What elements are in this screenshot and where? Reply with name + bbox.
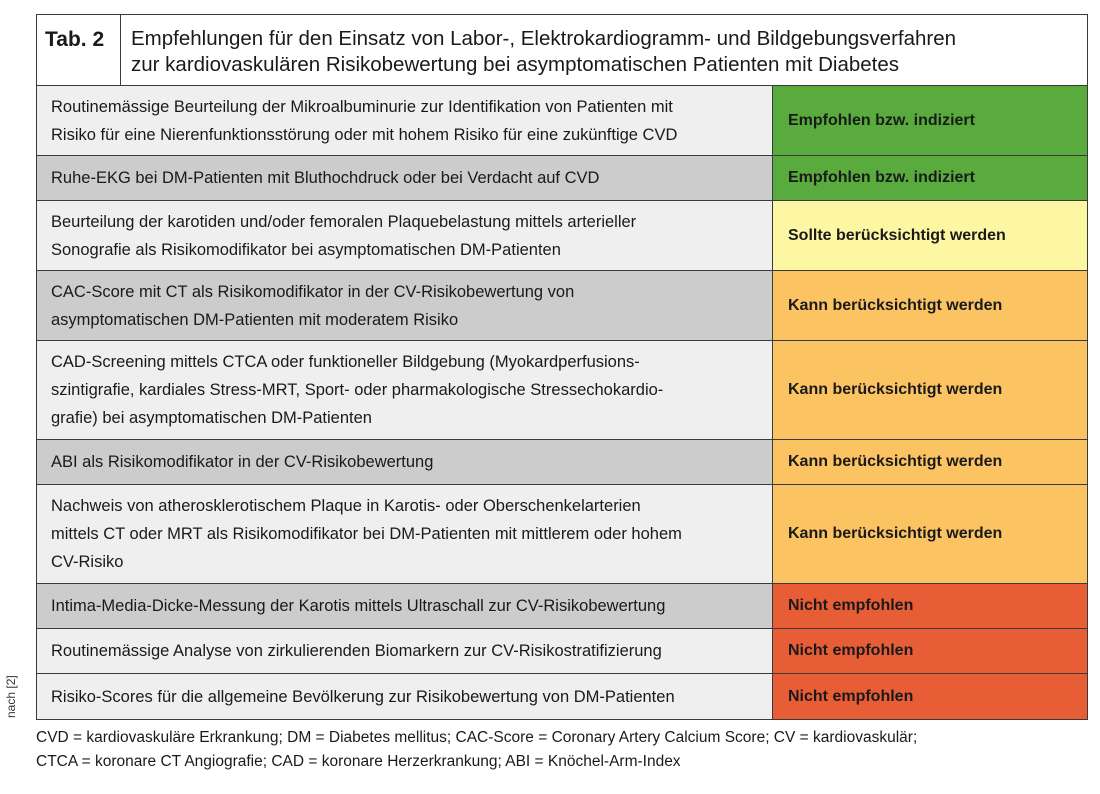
- recommendation-badge: Nicht empfohlen: [773, 674, 1087, 719]
- table-row: [37, 485, 1087, 584]
- table-row: [37, 584, 1087, 629]
- row-description: [37, 440, 773, 484]
- row-text-line: Sonografie als Risikomodifikator bei asymptomatischen DM-Patienten: [51, 240, 561, 259]
- row-text-line: Risiko-Scores für die allgemeine Bevölkerung zur Risikobewertung von DM-Patienten: [51, 687, 675, 706]
- table-row: [37, 201, 1087, 271]
- row-text-line: grafie) bei asymptomatischen DM-Patienten: [51, 409, 372, 427]
- recommendation-badge: Empfohlen bzw. indiziert: [773, 86, 1087, 155]
- row-text-line: ABI als Risikomodifikator in der CV-Risikobewertung: [51, 453, 434, 471]
- row-text-line: CAC-Score mit CT als Risikomodifikator in der CV-Risikobewertung von: [51, 282, 575, 301]
- row-text-line: CAD-Screening mittels CTCA oder funktioneller Bildgebung (Myokardperfusions-: [51, 353, 640, 371]
- row-description: [37, 201, 773, 270]
- row-description: [37, 485, 773, 583]
- recommendation-badge: Nicht empfohlen: [773, 629, 1087, 673]
- footnote-line: CVD = kardiovaskuläre Erkrankung; DM = Diabetes mellitus; CAC-Score = Coronary Artery Calcium Score; CV = kardiovaskulär;: [36, 729, 918, 746]
- table-row: [37, 629, 1087, 674]
- recommendation-badge: Kann berücksichtigt werden: [773, 341, 1087, 439]
- recommendation-badge: Kann berücksichtigt werden: [773, 271, 1087, 340]
- row-description: [37, 629, 773, 673]
- recommendation-badge: Nicht empfohlen: [773, 584, 1087, 628]
- row-description: [37, 674, 773, 719]
- table-row: [37, 271, 1087, 341]
- table-title-line-2: zur kardiovaskulären Risikobewertung bei asymptomatischen Patienten mit Diabetes: [131, 53, 899, 76]
- row-description: [37, 341, 773, 439]
- row-text-line: CV-Risiko: [51, 553, 124, 571]
- row-description: [37, 584, 773, 628]
- table-label: Tab. 2: [37, 15, 121, 85]
- recommendation-badge: Empfohlen bzw. indiziert: [773, 156, 1087, 200]
- row-text-line: asymptomatischen DM-Patienten mit moderatem Risiko: [51, 310, 459, 329]
- row-text-line: Routinemässige Analyse von zirkulierenden Biomarkern zur CV-Risikostratifizierung: [51, 642, 662, 660]
- footnote-line: CTCA = koronare CT Angiografie; CAD = koronare Herzerkrankung; ABI = Knöchel-Arm-Index: [36, 753, 681, 770]
- table-row: [37, 674, 1087, 719]
- row-text-line: Routinemässige Beurteilung der Mikroalbuminurie zur Identifikation von Patienten mit: [51, 97, 673, 116]
- recommendation-table: [36, 14, 1088, 720]
- table-row: [37, 440, 1087, 485]
- table-row: [37, 341, 1087, 440]
- row-description: [37, 86, 773, 155]
- row-description: [37, 156, 773, 200]
- row-text-line: Ruhe-EKG bei DM-Patienten mit Bluthochdruck oder bei Verdacht auf CVD: [51, 169, 600, 187]
- recommendation-badge: Sollte berücksichtigt werden: [773, 201, 1087, 270]
- table-footnote: [36, 726, 1076, 774]
- table-header: [37, 15, 1087, 86]
- row-text-line: mittels CT oder MRT als Risikomodifikator bei DM-Patienten mit mittlerem oder hohem: [51, 525, 682, 543]
- row-text-line: Beurteilung der karotiden und/oder femoralen Plaquebelastung mittels arterieller: [51, 212, 637, 231]
- row-text-line: szintigrafie, kardiales Stress-MRT, Sport- oder pharmakologische Stressechokardio-: [51, 381, 664, 399]
- row-text-line: Risiko für eine Nierenfunktionsstörung oder mit hohem Risiko für eine zukünftige CVD: [51, 125, 678, 144]
- recommendation-badge: Kann berücksichtigt werden: [773, 485, 1087, 583]
- table-row: [37, 86, 1087, 156]
- recommendation-badge: Kann berücksichtigt werden: [773, 440, 1087, 484]
- source-note: nach [2]: [4, 675, 18, 718]
- row-text-line: Nachweis von atherosklerotischem Plaque in Karotis- oder Oberschenkelarterien: [51, 497, 641, 515]
- table-title: [121, 15, 1087, 85]
- table-row: [37, 156, 1087, 201]
- row-text-line: Intima-Media-Dicke-Messung der Karotis mittels Ultraschall zur CV-Risikobewertung: [51, 597, 666, 615]
- table-title-line-1: Empfehlungen für den Einsatz von Labor-, Elektrokardiogramm- und Bildgebungsverfahren: [131, 27, 957, 50]
- row-description: [37, 271, 773, 340]
